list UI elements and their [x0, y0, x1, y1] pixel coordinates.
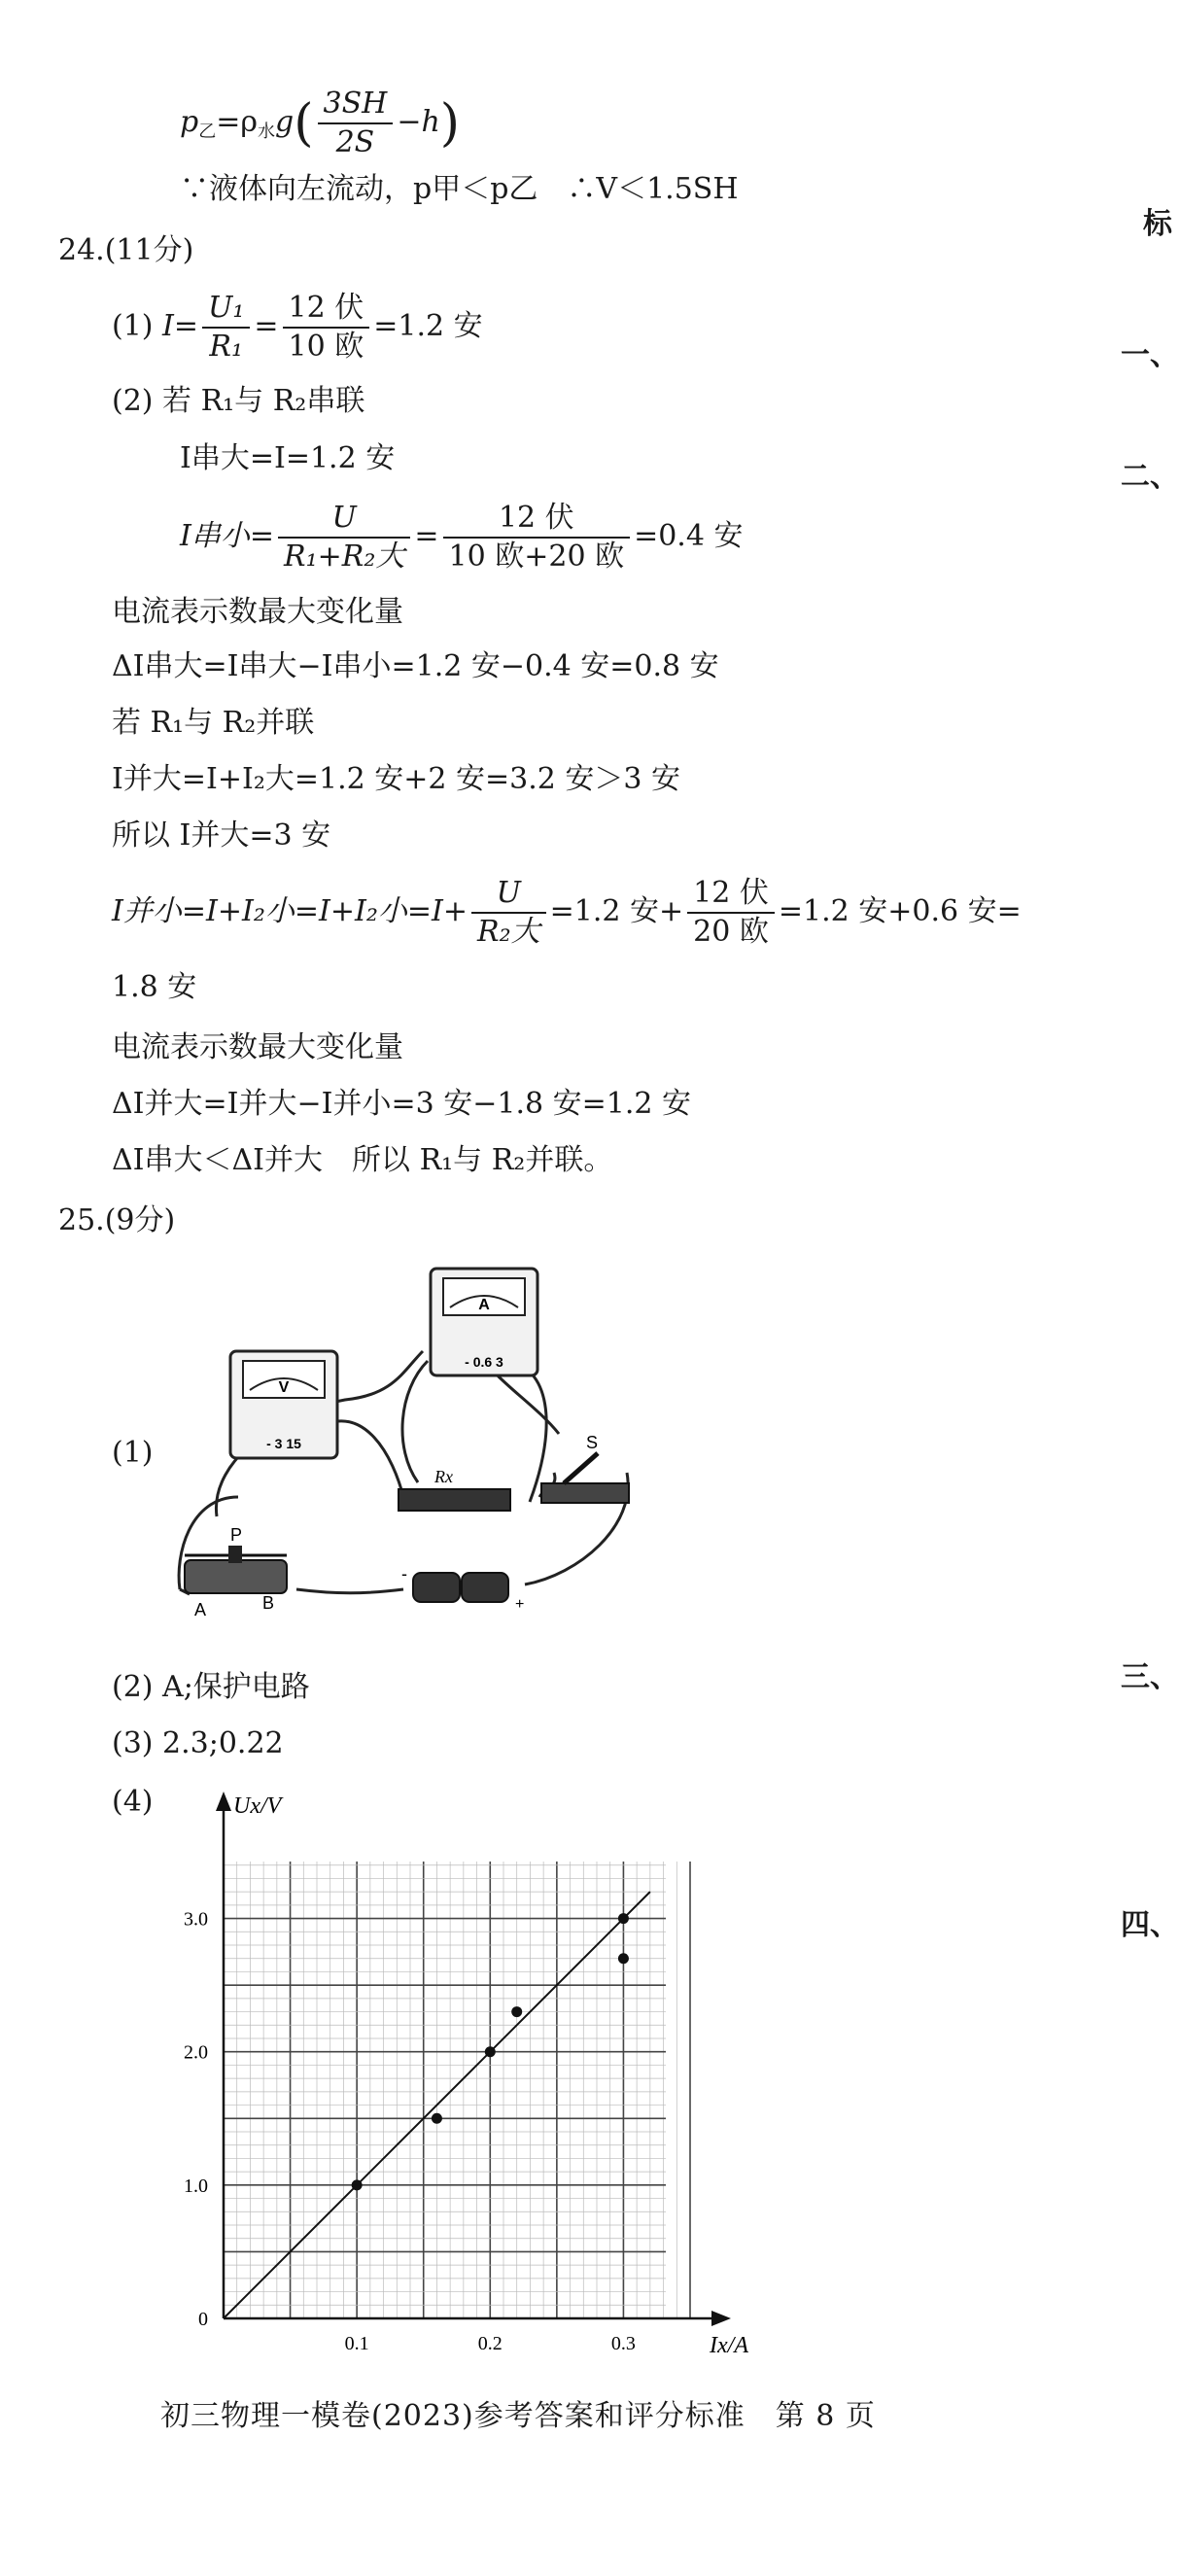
delta-parallel: ΔI并大=I并大−I并小=3 安−1.8 安=1.2 安	[112, 1087, 692, 1121]
fraction: $\frac{3SH}{2S}$	[318, 86, 394, 161]
line-flow-direction: ∵液体向左流动，p甲＜p乙 ∴V＜1.5SH	[180, 172, 739, 206]
q25-header: 25.(9分)	[58, 1203, 176, 1237]
y-tick-label: 1.0	[184, 2175, 208, 2197]
q25-part4-label: (4)	[112, 1785, 154, 1819]
slider-label: P	[230, 1525, 243, 1545]
ammeter	[431, 1269, 537, 1375]
data-point	[352, 2179, 363, 2190]
formula-p-yi: $p_乙=\rho_水g$( $\frac{3SH}{2S}$ −h)	[180, 87, 461, 159]
subscript: 水	[258, 122, 275, 142]
battery-neg-label: -	[401, 1564, 407, 1584]
subscript: 乙	[198, 122, 217, 142]
side-mark-3: 三、	[1121, 1660, 1179, 1694]
side-mark-1: 一、	[1121, 338, 1179, 372]
data-point	[511, 2006, 522, 2017]
switch-label: S	[586, 1433, 599, 1452]
battery	[401, 1564, 524, 1613]
terminal-a-label: A	[194, 1600, 207, 1619]
parallel-min-continued: 1.8 安	[112, 970, 197, 1004]
y-axis-arrow	[216, 1792, 231, 1811]
q24-part2-label: (2) 若 R₁与 R₂串联	[112, 384, 365, 418]
series-max: I串大=I=1.2 安	[180, 441, 396, 475]
page-footer: 初三物理一模卷(2023)参考答案和评分标准 第 8 页	[160, 2399, 876, 2433]
data-point	[485, 2046, 496, 2057]
label-max-change-1: 电流表示数最大变化量	[112, 595, 403, 629]
x-tick-label: 0.2	[477, 2333, 503, 2354]
switch	[541, 1433, 629, 1503]
resistor-rx	[399, 1467, 510, 1511]
series-min: I串小= $\frac{U}{\text{R₁+R₂大}}$ = $\frac{\text{12 伏}}{\text{10 欧+20 欧}}$ =0.4 安	[180, 501, 744, 574]
q25-part1-label: (1)	[112, 1436, 154, 1470]
parallel-intro: 若 R₁与 R₂并联	[112, 706, 315, 740]
circuit-diagram	[170, 1264, 676, 1623]
y-tick-label: 0	[198, 2309, 208, 2330]
g-symbol: g	[275, 105, 295, 139]
voltmeter-label: V	[278, 1379, 290, 1396]
data-point	[618, 1953, 629, 1964]
delta-series: ΔI串大=I串大−I串小=1.2 安−0.4 安=0.8 安	[112, 649, 719, 683]
terminal-b-label: B	[262, 1593, 275, 1613]
minus-h: −h	[397, 105, 440, 139]
p-symbol: p	[180, 105, 199, 139]
x-tick-label: 0.1	[344, 2333, 369, 2354]
rho-text: =ρ	[216, 105, 258, 139]
conclusion: ΔI串大＜ΔI并大 所以 R₁与 R₂并联。	[112, 1143, 613, 1177]
q25-part2: (2) A;保护电路	[112, 1670, 310, 1704]
side-mark-0: 标	[1143, 207, 1172, 241]
ux-ix-graph	[165, 1784, 768, 2367]
rheostat	[185, 1525, 287, 1619]
graph-grid	[224, 1862, 690, 2318]
battery-pos-label: +	[515, 1596, 525, 1613]
ammeter-label: A	[478, 1297, 490, 1313]
y-tick-label: 2.0	[184, 2041, 208, 2064]
rx-label: Rx	[434, 1467, 453, 1486]
voltmeter	[230, 1351, 337, 1458]
parallel-min: I并小=I+I₂小=I+I₂小=I+ $\frac{U}{\text{R₂大}}$ =1.2 安+ $\frac{\text{12 伏}}{\text{20 欧}}$ =1.2 安+0.6 安=	[112, 876, 1022, 949]
side-mark-2: 二、	[1121, 460, 1179, 494]
q24-header: 24.(11分)	[58, 233, 194, 267]
graph-axes	[216, 1792, 731, 2326]
y-tick-label: 3.0	[184, 1908, 208, 1931]
side-mark-4: 四、	[1121, 1908, 1179, 1942]
q24-part1: (1) I= $\frac{\text{U₁}}{\text{R₁}}$ = $\frac{\text{12 伏}}{\text{10 欧}}$ =1.2 安	[112, 291, 483, 364]
x-tick-label: 0.3	[610, 2333, 636, 2354]
y-axis-label: Ux/V	[233, 1793, 282, 1819]
parallel-so: 所以 I并大=3 安	[112, 818, 331, 853]
label-max-change-2: 电流表示数最大变化量	[112, 1030, 403, 1064]
data-point	[618, 1913, 629, 1924]
q25-part3: (3) 2.3;0.22	[112, 1726, 284, 1760]
ammeter-scale: - 0.6 3	[465, 1354, 503, 1370]
x-axis-arrow	[711, 2311, 731, 2326]
x-axis-label: Ix/A	[710, 2333, 748, 2358]
voltmeter-scale: - 3 15	[266, 1436, 301, 1451]
data-point	[432, 2113, 442, 2124]
parallel-max: I并大=I+I₂大=1.2 安+2 安=3.2 安＞3 安	[112, 762, 680, 796]
